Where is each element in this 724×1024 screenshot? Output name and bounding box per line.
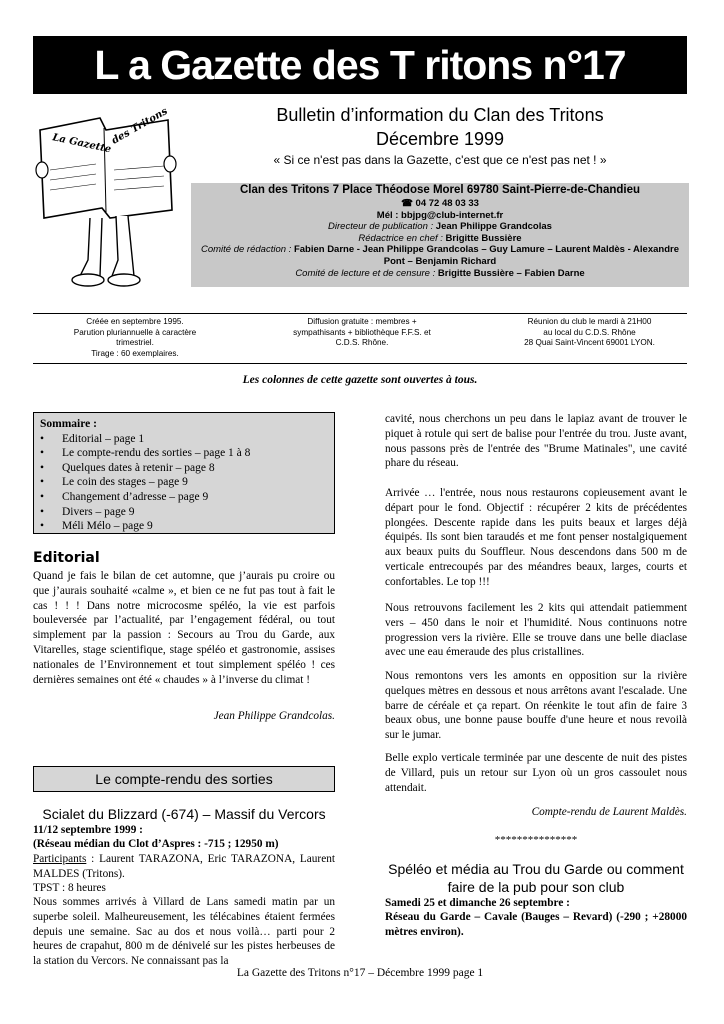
editorial-signature: Jean Philippe Grandcolas. — [213, 710, 335, 722]
toc-heading: Sommaire : — [40, 418, 97, 430]
article-place: Réseau du Garde – Cavale (Bauges – Revard) (-290 ; +28000 mètres environ). — [385, 911, 687, 938]
toc-item: • Divers – page 9 — [40, 505, 328, 520]
article-paragraph: Nous remontons vers les amonts en opposition sur la rivière quelques mètres en dessous et nous arrêtons avant l'escalade. Une barre de céréale et ça repart. On réenkite le tout afin de faire 3 beaux obus, une bonne pause bouffe d'une heure et nous revoilà sur le jumar. — [385, 670, 687, 742]
article-paragraph: Arrivée … l'entrée, nous nous restaurons copieusement avant le départ pour le fond. Objectif : récupérer 2 kits de précédentes plongées. Descente rapide dans les puits beaux et larges déjà équipés. Ils sont bien taraudés et me font penser nostalgiquement aux beaux puits du Souffleur. Nous descendons dans 500 m de verticale entrecoupés par des méandres beaux, larges, courts et confortables. Le top !!! — [385, 487, 687, 588]
divider-bottom — [33, 363, 687, 364]
article-paragraph: Nous sommes arrivés à Villard de Lans samedi matin par un superbe soleil. Malheureusement, les télécabines étaient fermées depuis une semaine. Sac au dos et nous voilà… parti pour 2 heures de crapahut, 800 m de dénivelé sur les pistes herbeuses de la station du Vercors. Ne connaissant pas la — [33, 896, 335, 968]
article-date: Samedi 25 et dimanche 26 septembre : — [385, 897, 570, 909]
toc-item: • Le compte-rendu des sorties – page 1 à 8 — [40, 446, 328, 461]
article-participants: Participants : Laurent TARAZONA, Eric TARAZONA, Laurent MALDES (Tritons). — [33, 853, 335, 880]
club-info-box — [191, 183, 689, 287]
gazette-title: L a Gazette des T ritons n°17 — [33, 36, 687, 94]
page-footer: La Gazette des Tritons n°17 – Décembre 1999 page 1 — [236, 967, 484, 979]
motto: « Si ce n'est pas dans la Gazette, c'est que ce n'est pas net ! » — [273, 153, 607, 167]
meta-creation: Créée en septembre 1995. Parution pluriannuelle à caractère trimestriel. Tirage : 60 exemplaires. — [73, 317, 197, 358]
club-email: Mél : bbjpg@club-internet.fr — [376, 209, 504, 221]
toc-item: • Le coin des stages – page 9 — [40, 475, 328, 490]
bulletin-subtitle: Bulletin d’information du Clan des Tritons — [276, 105, 604, 125]
toc-item: • Editorial – page 1 — [40, 432, 328, 447]
section-heading: Le compte-rendu des sorties — [33, 766, 335, 792]
editor-line: Rédactrice en chef : Brigitte Bussière — [358, 232, 522, 244]
separator-stars: *************** — [494, 834, 578, 846]
article-tpst: TPST : 8 heures — [33, 882, 106, 894]
meta-meeting: Réunion du club le mardi à 21H00 au local du C.D.S. Rhône 28 Quai Saint-Vincent 69001 LYON. — [524, 317, 655, 348]
club-address: Clan des Tritons 7 Place Théodose Morel 69780 Saint-Pierre-de-Chandieu — [239, 184, 641, 196]
issue-date: Décembre 1999 — [375, 129, 505, 149]
newspaper-reader-icon — [30, 100, 180, 290]
toc-item: • Méli Mélo – page 9 — [40, 519, 328, 534]
divider-top — [33, 313, 687, 314]
logo-text: La Gazette — [51, 132, 113, 156]
open-columns-notice: Les colonnes de cette gazette sont ouvertes à tous. — [242, 374, 478, 386]
article-paragraph: Nous retrouvons facilement les 2 kits qui attendait patiemment vers – 450 dans le noir et l'humidité. Nous continuons notre progression vers la rivière. Elle se trouve dans une belle diaclase avec une eau émeraude des plus cristallines. — [385, 602, 687, 659]
club-phone: ☎ 04 72 48 03 33 — [401, 198, 479, 209]
reader-illustration — [30, 100, 180, 290]
toc-item: • Changement d’adresse – page 9 — [40, 490, 328, 505]
meta-diffusion: Diffusion gratuite : membres + sympathisants + bibliothèque F.F.S. et C.D.S. Rhône. — [293, 317, 431, 348]
article-paragraph: Belle explo verticale terminée par une descente de nuit des pistes de Villard, puis un retour sur Lyon où un gros cassoulet nous attendait. — [385, 752, 687, 794]
article-title: Scialet du Blizzard (-674) – Massif du Vercors — [42, 806, 326, 822]
reading-committee-line: Comité de lecture et de censure : Brigitte Bussière – Fabien Darne — [295, 267, 585, 279]
committee-line: Comité de rédaction : Fabien Darne - Jean Philippe Grandcolas – Guy Lamure – Laurent Maldès - Alexandre Pont – Benjamin Richard — [201, 244, 679, 267]
editorial-heading: Editorial — [33, 550, 100, 566]
svg-text:des Tritons: des Tritons — [110, 105, 170, 147]
editorial-text: Quand je fais le bilan de cet automne, que j’aurais pu croire ou que j’aurais souhaité «calme », et bien ce ne fut pas tout à fait le cas ! ! ! Dans notre microcosme spéléo, la vie est parfois bouleversée par l’actualité, par l’engagement fédéral, ou tout simplement par la passion : Secours au Trou du Garde, aux Vitarelles, stage scientifique, stage spéléo et gastronomie, assises nationales de l’Environnement et tout simplement spéléo ! ces dernières semaines ont été « chaudes » à l’inverse du climat ! — [33, 570, 335, 686]
article-paragraph: cavité, nous cherchons un peu dans le lapiaz avant de trouver le piquet à rotule qui sert de balise pour l'entrée du trou. Juste avant, nous passons près de l'entrée des "Brume Matinales", une cavité phare du réseau. — [385, 413, 687, 470]
article-place: (Réseau médian du Clot d’Aspres : -715 ; 12950 m) — [33, 838, 279, 850]
article-title: Spéléo et média au Trou du Garde ou comment faire de la pub pour son club — [388, 861, 684, 895]
toc-item: • Quelques dates à retenir – page 8 — [40, 461, 328, 476]
article-signature: Compte-rendu de Laurent Maldès. — [531, 806, 687, 818]
article-date: 11/12 septembre 1999 : — [33, 824, 143, 836]
table-of-contents — [33, 412, 335, 534]
director-line: Directeur de publication : Jean Philippe Grandcolas — [328, 221, 552, 233]
